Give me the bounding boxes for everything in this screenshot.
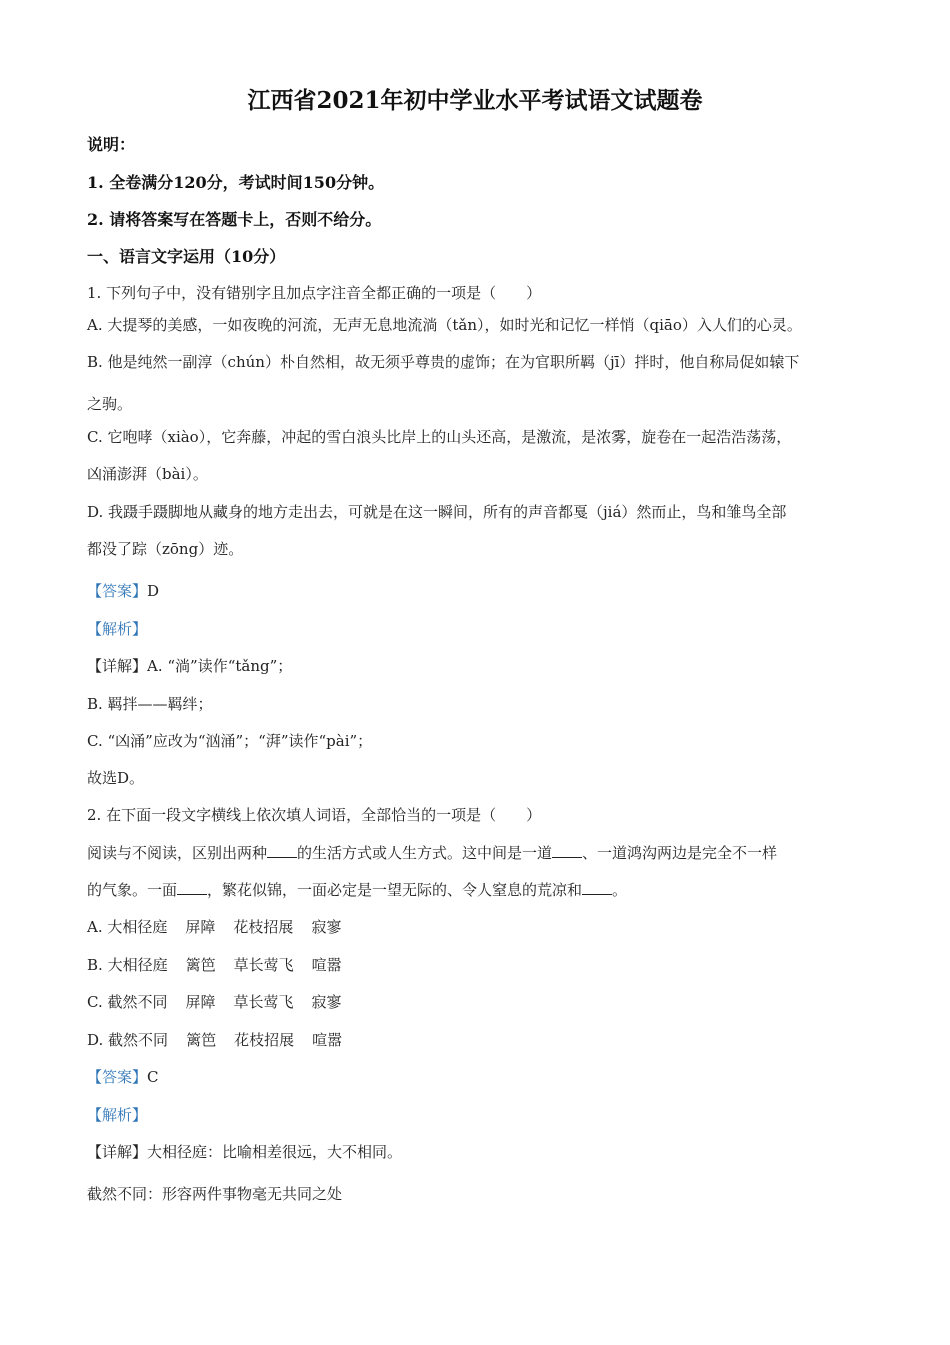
notes-item-1: 1. 全卷满分120分，考试时间150分钟。 bbox=[87, 173, 385, 192]
detail-tag: 【详解】 bbox=[87, 657, 148, 675]
option-word: 寂寥 bbox=[311, 918, 342, 936]
q1-option-c-line2: 凶涌澎湃（bài）。 bbox=[87, 465, 208, 483]
passage-text: ，繁花似锦，一面必定是一望无际的、令人窒息的荒凉和 bbox=[207, 881, 583, 899]
q1-stem: 1. 下列句子中，没有错别字且加点字注音全都正确的一项是（ ） bbox=[87, 284, 542, 302]
q1-option-d-line1: D. 我蹑手蹑脚地从藏身的地方走出去，可就是在这一瞬间，所有的声音都戛（jiá）然而止，鸟和雏鸟全部 bbox=[87, 503, 787, 521]
q1-answer bbox=[87, 580, 159, 601]
section-heading: 一、语言文字运用（10分） bbox=[87, 247, 286, 266]
passage-text: 的气象。一面 bbox=[87, 881, 178, 899]
option-word: 花枝招展 bbox=[233, 918, 294, 936]
q1-detail-1 bbox=[87, 655, 292, 676]
q2-option-b bbox=[87, 954, 342, 975]
answer-value: C bbox=[147, 1068, 159, 1086]
q1-option-d-line2: 都没了踪（zōng）迹。 bbox=[87, 540, 244, 558]
q1-option-c-line1: C. 它咆哮（xiào），它奔藤，冲起的雪白浪头比岸上的山头还高，是激流，是浓雾，旋卷在一起浩浩荡荡， bbox=[87, 428, 792, 446]
passage-text: 、一道鸿沟两边是完全不一样 bbox=[582, 844, 778, 862]
q1-option-b-line2: 之驹。 bbox=[87, 395, 133, 413]
option-word: 大相径庭 bbox=[107, 956, 168, 974]
option-word: 截然不同 bbox=[108, 1031, 169, 1049]
fill-blank bbox=[267, 843, 297, 858]
option-word: 喧嚣 bbox=[312, 1031, 343, 1049]
option-word: 草长莺飞 bbox=[233, 993, 294, 1011]
q2-analysis-tag: 【解析】 bbox=[87, 1106, 148, 1124]
option-word: 喧嚣 bbox=[311, 956, 342, 974]
answer-value: D bbox=[147, 582, 160, 600]
detail-tag: 【详解】 bbox=[87, 1143, 148, 1161]
q1-option-b-line1: B. 他是纯然一副淳（chún）朴自然相，故无须乎尊贵的虚饰；在为官职所羁（jī）拌时，他自称局促如辕下 bbox=[87, 353, 800, 371]
q2-option-d bbox=[87, 1029, 342, 1050]
q2-detail-2: 截然不同：形容两件事物毫无共同之处 bbox=[87, 1185, 343, 1203]
detail-text: A. “淌”读作“tǎng”； bbox=[147, 657, 293, 675]
passage-text: 。 bbox=[612, 881, 628, 899]
option-word: 花枝招展 bbox=[234, 1031, 295, 1049]
q1-detail-2: B. 羁拌——羁绊； bbox=[87, 695, 213, 713]
q1-analysis-tag: 【解析】 bbox=[87, 620, 148, 638]
passage-text: 阅读与不阅读，区别出两种 bbox=[87, 844, 268, 862]
q2-stem: 2. 在下面一段文字横线上依次填人词语，全部恰当的一项是（ ） bbox=[87, 806, 542, 824]
notes-heading: 说明： bbox=[87, 135, 136, 154]
option-label: A. bbox=[87, 918, 103, 936]
fill-blank bbox=[177, 880, 207, 895]
q2-detail-1 bbox=[87, 1141, 402, 1162]
option-word: 寂寥 bbox=[311, 993, 342, 1011]
detail-text: 大相径庭：比喻相差很远，大不相同。 bbox=[147, 1143, 403, 1161]
q2-answer bbox=[87, 1066, 159, 1087]
option-word: 截然不同 bbox=[107, 993, 168, 1011]
q2-passage-line2 bbox=[87, 879, 627, 900]
q1-option-a: A. 大提琴的美感，一如夜晚的河流，无声无息地流淌（tǎn），如时光和记忆一样悄（qiāo）入人们的心灵。 bbox=[87, 316, 802, 334]
q2-option-a bbox=[87, 916, 341, 937]
answer-tag: 【答案】 bbox=[87, 582, 148, 600]
option-word: 屏障 bbox=[185, 993, 216, 1011]
option-word: 屏障 bbox=[185, 918, 216, 936]
q1-detail-4: 故选D。 bbox=[87, 769, 145, 787]
page-title: 江西省2021年初中学业水平考试语文试题卷 bbox=[247, 87, 703, 114]
fill-blank bbox=[552, 843, 582, 858]
option-word: 篱笆 bbox=[185, 956, 216, 974]
q2-option-c bbox=[87, 991, 342, 1012]
option-label: C. bbox=[87, 993, 103, 1011]
option-word: 草长莺飞 bbox=[233, 956, 294, 974]
passage-text: 的生活方式或人生方式。这中间是一道 bbox=[297, 844, 553, 862]
fill-blank bbox=[582, 880, 612, 895]
q1-detail-3: C. “凶涌”应改为“汹涌”；“湃”读作“pài”； bbox=[87, 732, 373, 750]
notes-item-2: 2. 请将答案写在答题卡上，否则不给分。 bbox=[87, 210, 382, 229]
option-word: 大相径庭 bbox=[107, 918, 168, 936]
option-label: D. bbox=[87, 1031, 104, 1049]
option-label: B. bbox=[87, 956, 103, 974]
option-word: 篱笆 bbox=[186, 1031, 217, 1049]
answer-tag: 【答案】 bbox=[87, 1068, 148, 1086]
q2-passage-line1 bbox=[87, 842, 777, 863]
